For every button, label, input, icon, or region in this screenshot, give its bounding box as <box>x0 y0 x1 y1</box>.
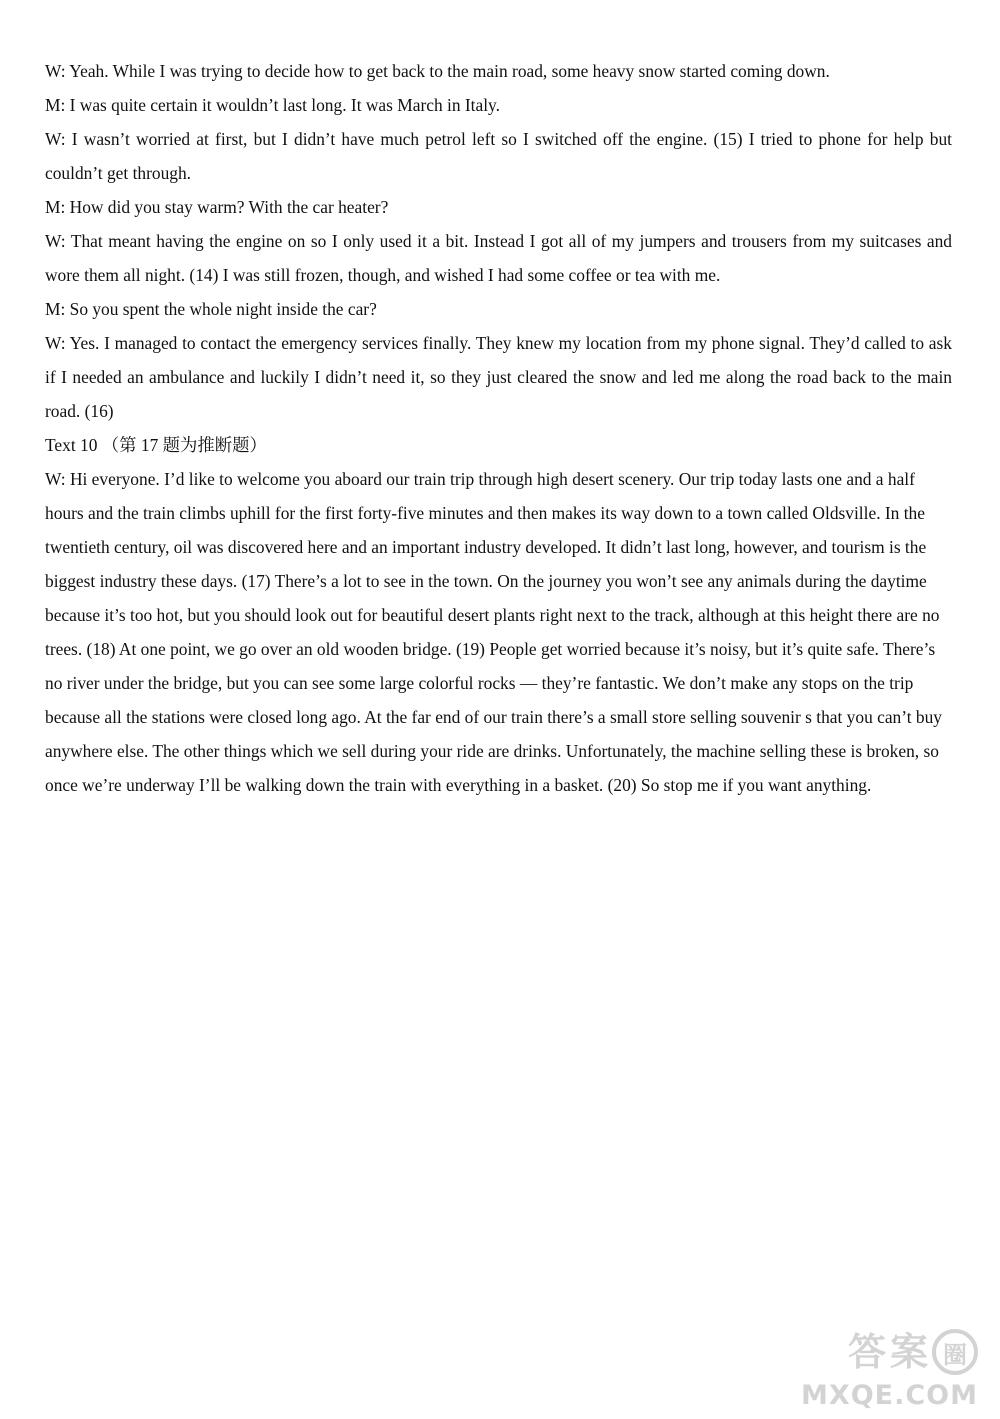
watermark-glyph: 答 <box>847 1330 886 1374</box>
watermark-glyph: 圈 <box>943 1340 967 1369</box>
dialogue-line-w-petrol: W: I wasn’t worried at first, but I didn’t have much petrol left so I switched off the engine. (15) I tried to phone for help but couldn’t get through. <box>45 129 952 183</box>
watermark-logo <box>788 1327 978 1377</box>
document-page <box>45 54 952 802</box>
dialogue-line-w-jumpers: W: That meant having the engine on so I only used it a bit. Instead I got all of my jumpers and trousers from my suitcases and wore them all night. (14) I was still frozen, though, and wished I had some coffee or tea with me. <box>45 231 952 285</box>
watermark <box>786 1327 986 1413</box>
dialogue-line-m-italy: M: I was quite certain it wouldn’t last long. It was March in Italy. <box>45 95 500 115</box>
watermark-circle-icon <box>932 1329 978 1375</box>
dialogue-line-w-snow: W: Yeah. While I was trying to decide how to get back to the main road, some heavy snow started coming down. <box>45 61 830 81</box>
section-heading-text-10: Text 10 （第 17 题为推断题） <box>45 435 267 455</box>
watermark-glyph: 案 <box>889 1330 928 1374</box>
dialogue-line-m-warm: M: How did you stay warm? With the car heater? <box>45 197 389 217</box>
watermark-url: MXQE.COM <box>801 1380 978 1411</box>
dialogue-line-w-emergency: W: Yes. I managed to contact the emergency services finally. They knew my location from my phone signal. They’d called to ask if I needed an ambulance and luckily I didn’t need it, so they just cleared the snow and led me along the road back to the main road. (16) <box>45 333 952 421</box>
dialogue-line-m-night: M: So you spent the whole night inside the car? <box>45 299 377 319</box>
monologue-train-trip: W: Hi everyone. I’d like to welcome you aboard our train trip through high desert scenery. Our trip today lasts one and a half hours and the train climbs uphill for the first forty-five minutes and then makes its way down to a town called Oldsville. In the twentieth century, oil was discovered here and an important industry developed. It didn’t last long, however, and tourism is the biggest industry these days. (17) There’s a lot to see in the town. On the journey you won’t see any animals during the daytime because it’s too hot, but you should look out for beautiful desert plants right next to the track, although at this height there are no trees. (18) At one point, we go over an old wooden bridge. (19) People get worried because it’s noisy, but it’s quite safe. There’s no river under the bridge, but you can see some large colorful rocks — they’re fantastic. We don’t make any stops on the trip because all the stations were closed long ago. At the far end of our train there’s a small store selling souvenir s that you can’t buy anywhere else. The other things which we sell during your ride are drinks. Unfortunately, the machine selling these is broken, so once we’re underway I’ll be walking down the train with everything in a basket. (20) So stop me if you want anything. <box>45 469 942 795</box>
